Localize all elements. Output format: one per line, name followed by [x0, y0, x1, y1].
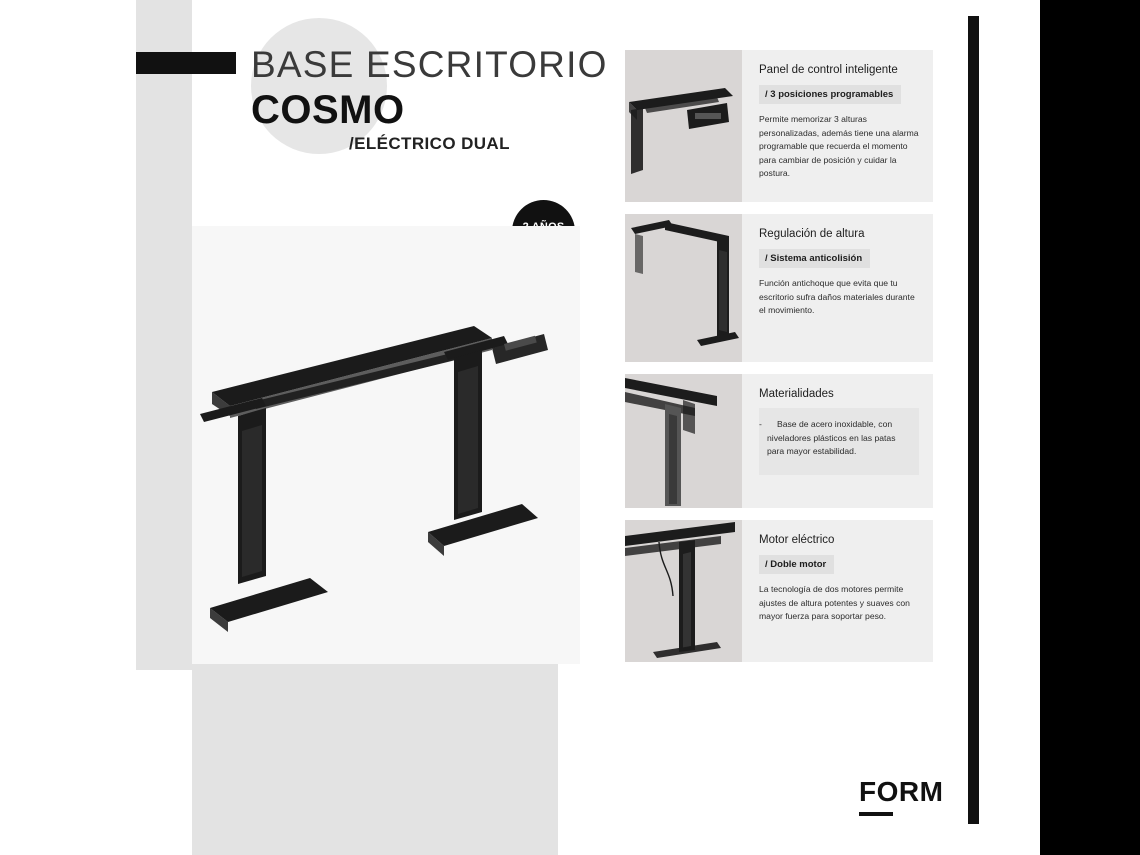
title-line-product-type: BASE ESCRITORIO	[251, 44, 608, 85]
desk-frame-illustration	[192, 226, 580, 664]
feature-text: Base de acero inoxidable, con niveladores plásticos en las patas para mayor estabilidad.	[767, 419, 896, 456]
motor-photo	[625, 520, 742, 662]
title-line-variant: /ELÉCTRICO DUAL	[349, 134, 510, 153]
feature-title: Motor eléctrico	[759, 534, 835, 546]
brand-underline	[859, 812, 893, 816]
feature-title: Regulación de altura	[759, 228, 865, 240]
feature-title: Panel de control inteligente	[759, 64, 898, 76]
feature-card-body	[742, 374, 933, 508]
feature-card-body	[742, 50, 933, 202]
control-panel-photo	[625, 50, 742, 202]
feature-tag: / 3 posiciones programables	[759, 85, 901, 104]
feature-card	[625, 374, 933, 508]
feature-card	[625, 520, 933, 662]
brand-name: FORM	[859, 776, 944, 807]
feature-card-body	[742, 520, 933, 662]
feature-tag: / Sistema anticolisión	[759, 249, 870, 268]
feature-text-block	[759, 408, 919, 475]
bullet-marker: -	[759, 419, 762, 429]
black-accent-bar-right	[968, 16, 979, 824]
black-accent-bar-left	[136, 52, 236, 74]
hero-product-image	[192, 226, 580, 664]
feature-card	[625, 214, 933, 362]
feature-title: Materialidades	[759, 388, 834, 400]
feature-text: La tecnología de dos motores permite ajustes de altura potentes y suaves con mayor fuerza para soportar peso.	[759, 584, 910, 621]
feature-card	[625, 50, 933, 202]
feature-text: Función antichoque que evita que tu escritorio sufra daños materiales durante el movimiento.	[759, 278, 915, 315]
feature-text: Permite memorizar 3 alturas personalizadas, además tiene una alarma programable que recuerda el momento para cambiar de posición y cuidar la postura.	[759, 114, 919, 178]
feature-card-list	[625, 50, 933, 674]
page-title	[251, 44, 671, 154]
height-adjust-photo	[625, 214, 742, 362]
feature-card-body	[742, 214, 933, 362]
title-line-model: COSMO	[251, 88, 405, 132]
brand-logo	[859, 778, 943, 816]
feature-tag: / Doble motor	[759, 555, 834, 574]
white-bottom-block	[0, 670, 192, 855]
materials-photo	[625, 374, 742, 508]
